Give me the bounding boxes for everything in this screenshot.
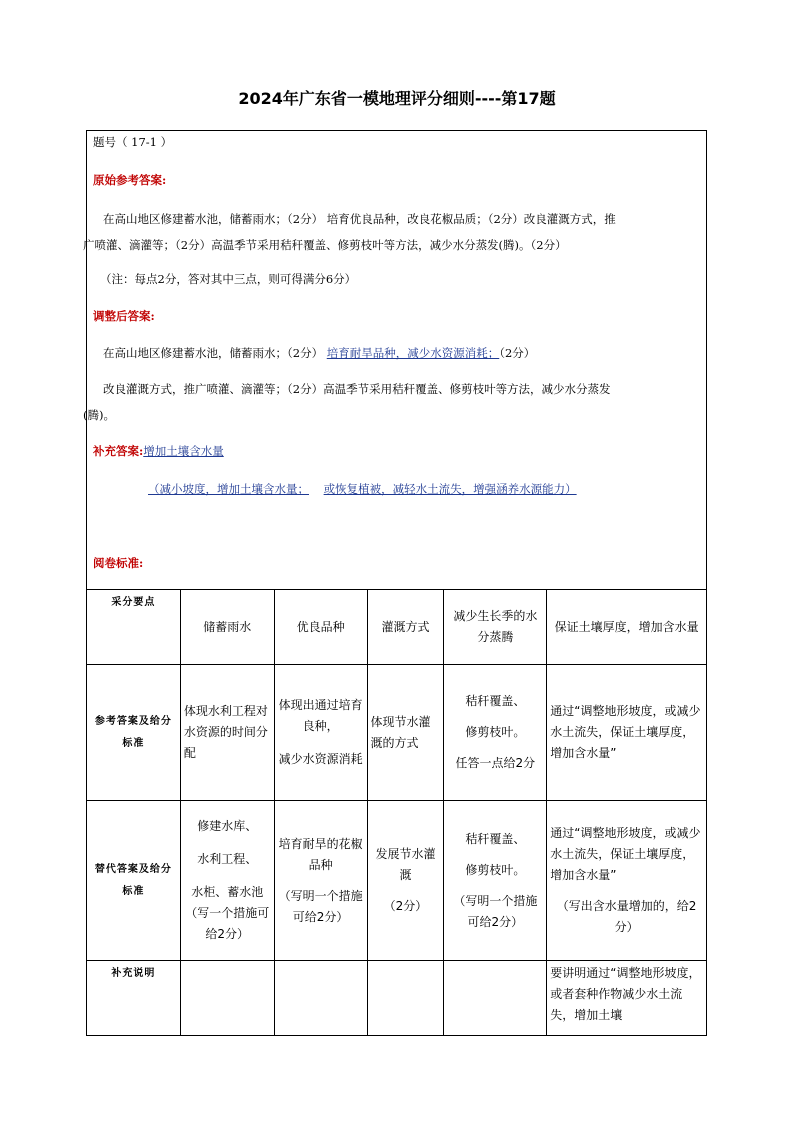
original-answer-heading: 原始参考答案: <box>93 173 167 187</box>
table-header-row <box>87 590 707 665</box>
original-answer-text <box>83 206 701 258</box>
table-cell: 培育耐旱的花椒品种 （写明一个措施可给2分） <box>274 801 367 961</box>
grading-heading: 阅卷标准: <box>93 556 144 570</box>
row-label: 参考答案及给分标准 <box>87 665 181 801</box>
original-line-2: 广喷灌、滴灌等；（2分）高温季节采用秸秆覆盖、修剪枝叶等方法，减少水分蒸发(腾)。（2分） <box>83 238 567 252</box>
table-cell <box>444 961 547 1036</box>
original-note: （注：每点2分，答对其中三点，则可得满分6分） <box>100 272 357 286</box>
table-row <box>87 665 707 801</box>
adjusted-line-2: 改良灌溉方式，推广喷灌、滴灌等；（2分）高温季节采用秸秆覆盖、修剪枝叶等方法，减少水分蒸发 (腾)。 <box>83 382 611 422</box>
column-header: 优良品种 <box>274 590 367 665</box>
column-header: 减少生长季的水分蒸腾 <box>444 590 547 665</box>
table-cell: 体现水利工程对水资源的时间分配 <box>180 665 274 801</box>
table-cell <box>180 961 274 1036</box>
row-label: 补充说明 <box>87 961 181 1036</box>
grading-table <box>86 589 707 1036</box>
row-label: 替代答案及给分标准 <box>87 801 181 961</box>
table-row <box>87 801 707 961</box>
table-cell: 要讲明通过“调整地形坡度，或者套种作物减少水土流失，增加土壤 <box>547 961 707 1036</box>
table-cell: 发展节水灌溉 （2分） <box>367 801 444 961</box>
original-line-1: 在高山地区修建蓄水池，储蓄雨水；（2分） 培育优良品种，改良花椒品质；（2分）改良灌溉方式，推 <box>103 212 616 226</box>
question-number: 题号（ 17-1 ） <box>93 135 173 149</box>
column-header: 保证土壤厚度，增加含水量 <box>547 590 707 665</box>
table-cell <box>274 961 367 1036</box>
column-header: 灌溉方式 <box>367 590 444 665</box>
supplement-answer: 增加土壤含水量 <box>143 444 224 458</box>
table-cell: 秸秆覆盖、 修剪枝叶。 （写明一个措施可给2分） <box>444 801 547 961</box>
adjusted-line-1: 在高山地区修建蓄水池，储蓄雨水；（2分） 培育耐旱品种，减少水资源消耗；（2分） <box>103 346 536 360</box>
table-cell: 秸秆覆盖、 修剪枝叶。 任答一点给2分 <box>444 665 547 801</box>
header-label: 采分要点 <box>87 590 181 665</box>
table-cell: 体现节水灌溉的方式 <box>367 665 444 801</box>
table-cell: 通过“调整地形坡度，或减少水土流失，保证土壤厚度，增加含水量” <box>547 665 707 801</box>
table-cell: 体现出通过培育良种， 减少水资源消耗 <box>274 665 367 801</box>
supplement-line <box>93 438 224 465</box>
adjusted-highlight: 培育耐旱品种，减少水资源消耗； <box>326 346 500 360</box>
table-cell: 通过“调整地形坡度，或减少水土流失，保证土壤厚度，增加含水量” （写出含水量增加的，给2分） <box>547 801 707 961</box>
table-row <box>87 961 707 1036</box>
page-title: 2024年广东省一模地理评分细则----第17题 <box>238 89 556 108</box>
table-cell <box>367 961 444 1036</box>
adjusted-answer-heading: 调整后答案: <box>93 309 155 323</box>
column-header: 储蓄雨水 <box>180 590 274 665</box>
supplement-heading: 补充答案: <box>93 444 144 458</box>
supplement-detail: （减小坡度，增加土壤含水量； 或恢复植被，减轻水土流失，增强涵养水源能力） <box>148 482 577 496</box>
table-cell: 修建水库、 水利工程、 水柜、蓄水池 （写一个措施可给2分） <box>180 801 274 961</box>
